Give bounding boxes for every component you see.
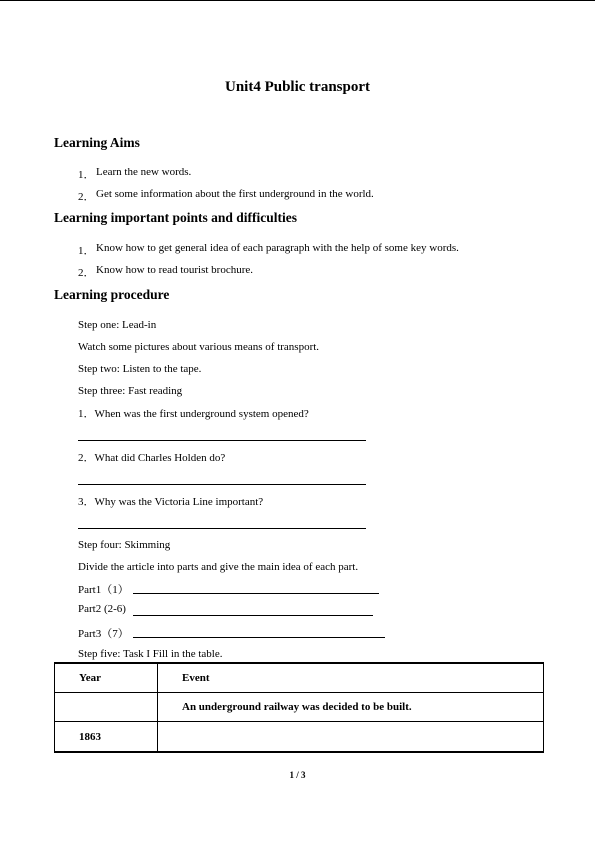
part-3-answer-line[interactable] bbox=[133, 637, 385, 638]
table-cell-year: 1863 bbox=[55, 722, 158, 753]
part-3-label: Part3（7） bbox=[78, 628, 129, 640]
table-header-row bbox=[55, 663, 544, 693]
table-row bbox=[55, 693, 544, 722]
header-year: Year bbox=[55, 663, 158, 693]
question-1: 1．When was the first underground system opened? bbox=[78, 408, 309, 420]
part-1-label: Part1（1） bbox=[78, 584, 129, 596]
points-item-1-number: 1． bbox=[78, 245, 95, 257]
step-two-label: Step two: Listen to the tape. bbox=[78, 363, 202, 375]
part-2-answer-line[interactable] bbox=[133, 615, 373, 616]
answer-line-2[interactable] bbox=[78, 484, 366, 485]
question-2: 2．What did Charles Holden do? bbox=[78, 452, 226, 464]
step-one-label: Step one: Lead-in bbox=[78, 319, 157, 331]
table-cell-event[interactable] bbox=[158, 722, 544, 753]
page-title: Unit4 Public transport bbox=[224, 79, 370, 95]
heading-learning-procedure: Learning procedure bbox=[54, 287, 170, 302]
aims-item-1-text: Learn the new words. bbox=[96, 166, 192, 178]
points-item-2-number: 2． bbox=[78, 267, 95, 279]
step-one-text: Watch some pictures about various means of transport. bbox=[78, 341, 320, 353]
aims-item-1-number: 1． bbox=[78, 169, 95, 181]
heading-important-points: Learning important points and difficulties bbox=[54, 210, 298, 225]
table-cell-year[interactable] bbox=[55, 693, 158, 722]
part-2-label: Part2 (2-6) bbox=[78, 603, 126, 615]
points-item-2-text: Know how to read tourist brochure. bbox=[96, 264, 254, 276]
answer-line-3[interactable] bbox=[78, 528, 366, 529]
table-row bbox=[55, 722, 544, 753]
answer-line-1[interactable] bbox=[78, 440, 366, 441]
points-item-1-text: Know how to get general idea of each paragraph with the help of some key words. bbox=[96, 242, 459, 254]
page-number: 1 / 3 bbox=[289, 770, 306, 780]
header-event: Event bbox=[158, 663, 544, 693]
question-3: 3．Why was the Victoria Line important? bbox=[78, 496, 264, 508]
top-border-line bbox=[0, 0, 595, 1]
step-four-text: Divide the article into parts and give the main idea of each part. bbox=[78, 561, 359, 573]
aims-item-2-text: Get some information about the first underground in the world. bbox=[96, 188, 374, 200]
aims-item-2-number: 2． bbox=[78, 191, 95, 203]
events-table bbox=[54, 662, 544, 753]
table-cell-event: An underground railway was decided to be built. bbox=[158, 693, 544, 722]
step-four-label: Step four: Skimming bbox=[78, 539, 171, 551]
heading-learning-aims: Learning Aims bbox=[54, 135, 140, 150]
part-1-answer-line[interactable] bbox=[133, 593, 379, 594]
step-three-label: Step three: Fast reading bbox=[78, 385, 183, 397]
step-five-label: Step five: Task I Fill in the table. bbox=[78, 648, 223, 660]
